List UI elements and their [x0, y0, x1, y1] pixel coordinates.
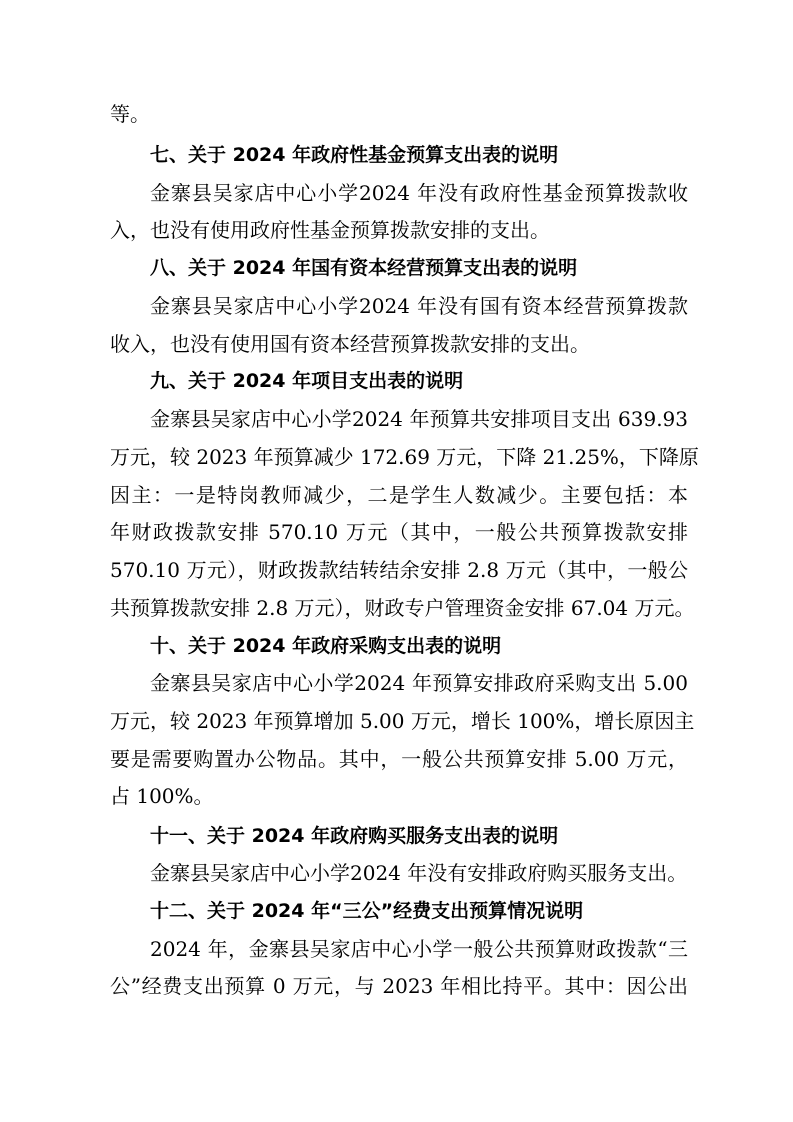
paragraph-line: 万元，较 2023 年预算减少 172.69 万元，下降 21.25%，下降原 — [110, 445, 699, 469]
section-heading-7: 七、关于 2024 年政府性基金预算支出表的说明 — [150, 144, 559, 166]
paragraph-line: 金寨县吴家店中心小学2024 年预算安排政府采购支出 5.00 — [150, 671, 688, 695]
paragraph-line: 年财政拨款安排 570.10 万元（其中，一般公共预算拨款安排 — [110, 520, 688, 544]
paragraph-line: 2024 年，金寨县吴家店中心小学一般公共预算财政拨款“三 — [150, 937, 688, 961]
paragraph-line: 收入，也没有使用国有资本经营预算拨款安排的支出。 — [110, 332, 590, 356]
paragraph-line: 要是需要购置办公物品。其中，一般公共预算安排 5.00 万元， — [110, 747, 688, 771]
section-heading-12: 十二、关于 2024 年“三公”经费支出预算情况说明 — [150, 900, 584, 922]
section-heading-8: 八、关于 2024 年国有资本经营预算支出表的说明 — [150, 257, 578, 279]
paragraph-line: 公”经费支出预算 0 万元，与 2023 年相比持平。其中：因公出 — [110, 974, 688, 998]
paragraph-line: 570.10 万元），财政拨款结转结余安排 2.8 万元（其中，一般公 — [110, 558, 688, 582]
paragraph-line: 共预算拨款安排 2.8 万元），财政专户管理资金安排 67.04 万元。 — [110, 596, 695, 620]
section-heading-11: 十一、关于 2024 年政府购买服务支出表的说明 — [150, 825, 559, 847]
paragraph-line: 金寨县吴家店中心小学2024 年没有政府性基金预算拨款收 — [150, 181, 688, 205]
paragraph-line: 入，也没有使用政府性基金预算拨款安排的支出。 — [110, 218, 550, 242]
section-heading-10: 十、关于 2024 年政府采购支出表的说明 — [150, 635, 502, 657]
paragraph-line: 因主：一是特岗教师减少，二是学生人数减少。主要包括：本 — [110, 483, 688, 507]
paragraph-line: 占 100%。 — [110, 784, 214, 808]
paragraph-line: 金寨县吴家店中心小学2024 年没有国有资本经营预算拨款 — [150, 294, 688, 318]
section-heading-9: 九、关于 2024 年项目支出表的说明 — [150, 370, 464, 392]
paragraph-line: 金寨县吴家店中心小学2024 年没有安排政府购买服务支出。 — [150, 861, 688, 885]
paragraph-line: 等。 — [110, 102, 150, 126]
paragraph-line: 金寨县吴家店中心小学2024 年预算共安排项目支出 639.93 — [150, 407, 688, 431]
paragraph-line: 万元，较 2023 年预算增加 5.00 万元，增长 100%，增长原因主 — [110, 709, 695, 733]
